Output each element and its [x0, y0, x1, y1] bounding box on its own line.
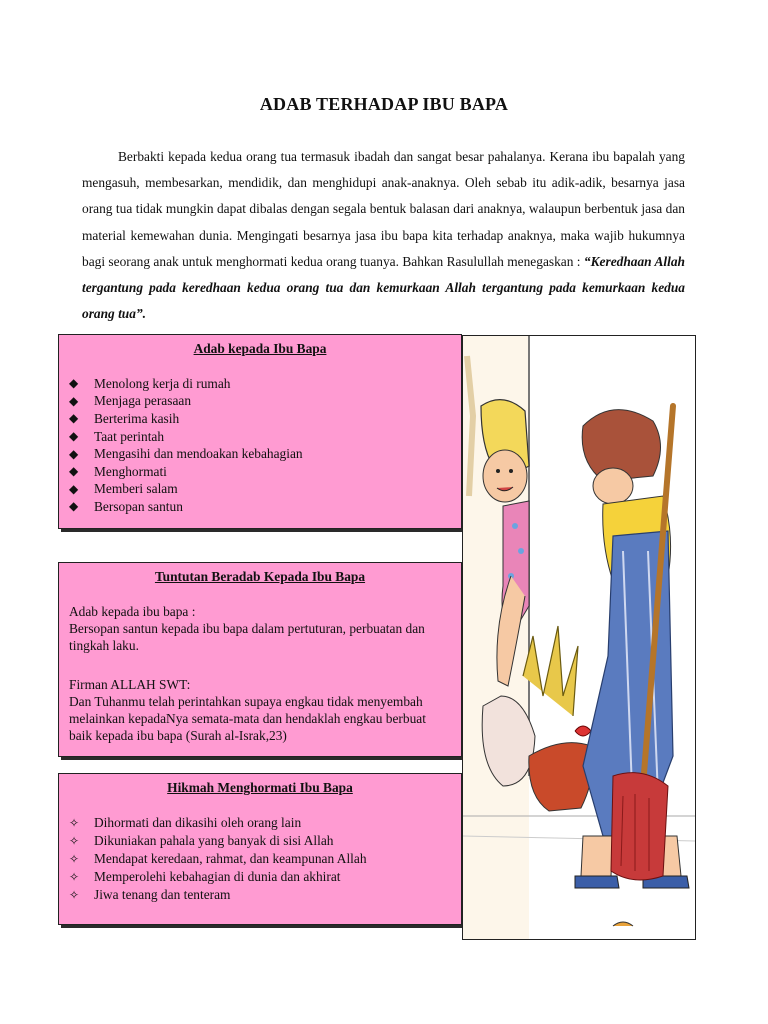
adab-list-item-text: Memberi salam: [94, 481, 178, 497]
intro-paragraph: [82, 144, 685, 327]
hikmah-list-item: [69, 814, 451, 832]
adab-list-item: [69, 463, 451, 481]
adab-list-item: [69, 375, 451, 393]
tuntutan-box: [58, 562, 462, 757]
page-title: ADAB TERHADAP IBU BAPA: [259, 94, 509, 114]
hikmah-box-title: Hikmah Menghormati Ibu Bapa: [167, 780, 353, 795]
tuntutan-line-2: Bersopan santun kepada ibu bapa dalam pertuturan, perbuatan dan tingkah laku.: [69, 621, 425, 653]
boy-foot-left: [581, 836, 613, 880]
bullet-icon: ◆: [69, 464, 79, 479]
adab-list-item: [69, 498, 451, 516]
adab-list-item-text: Menghormati: [94, 463, 167, 479]
hikmah-list-item-text: Mendapat keredaan, rahmat, dan keampunan Allah: [94, 851, 367, 866]
tuntutan-line-1: Adab kepada ibu bapa :: [69, 604, 196, 619]
bullet-icon: ✧: [69, 869, 80, 884]
adab-list-item-text: Menjaga perasaan: [94, 393, 192, 409]
bullet-icon: ✧: [69, 851, 80, 866]
bullet-icon: ✧: [69, 815, 80, 830]
illustration-svg: [463, 336, 696, 940]
girl-eye-left: [496, 469, 500, 473]
children-illustration: [462, 335, 696, 940]
hadith-quote: “Keredhaan Allah tergantung pada keredhaan kedua orang tua dan kemurkaan Allah tergantung pada kemurkaan kedua orang tua”.: [82, 253, 685, 322]
adab-list-item: [69, 428, 451, 446]
bullet-icon: ◆: [69, 481, 79, 496]
hikmah-list-item: [69, 868, 451, 886]
adab-list-item-text: Bersopan santun: [94, 498, 183, 514]
adab-list-item: [69, 481, 451, 499]
boy-face: [593, 468, 633, 504]
plant-pot: [523, 626, 593, 811]
bullet-icon: ◆: [69, 393, 79, 408]
adab-list-item-text: Berterima kasih: [94, 410, 180, 426]
sandal-left: [575, 876, 619, 888]
hikmah-list-item: [69, 886, 451, 904]
adab-box-title: Adab kepada Ibu Bapa: [193, 341, 327, 356]
hikmah-list-item-text: Jiwa tenang dan tenteram: [94, 887, 231, 902]
bullet-icon: ◆: [69, 411, 79, 426]
girl-eye-right: [509, 469, 513, 473]
tuntutan-box-title: Tuntutan Beradab Kepada Ibu Bapa: [154, 569, 366, 584]
intro-body: Berbakti kepada kedua orang tua termasuk ibadah dan sangat besar pahalanya. Kerana ibu bapalah yang mengasuh, membesarkan, mendidik, dan menghidupi anak-anaknya. Oleh sebab itu adik-adik, besarnya jasa orang tua tidak mungkin dapat dibalas dengan segala bentuk balasan dari anaknya, walaupun berbentuk jasa dan material kemewahan dunia. Mengingati besarnya jasa ibu bapa kita terhadap anaknya, maka wajib hukumnya bagi seorang anak untuk menghormati kedua orang tuanya. Bahkan Rasulullah menegaskan :: [82, 149, 685, 269]
adab-list-item: [69, 410, 451, 428]
adab-list-item: [69, 445, 451, 463]
leaf-debris: [613, 922, 633, 926]
adab-list-item-text: Taat perintah: [94, 428, 165, 444]
bullet-icon: ◆: [69, 446, 79, 461]
bullet-icon: ◆: [69, 429, 79, 444]
flower: [575, 726, 591, 736]
hikmah-list-item-text: Dikuniakan pahala yang banyak di sisi Allah: [94, 833, 334, 848]
hikmah-box: [58, 773, 462, 925]
adab-list: [69, 375, 451, 516]
pot: [529, 743, 593, 811]
girl-face: [483, 450, 527, 502]
firman-label: Firman ALLAH SWT:: [69, 677, 191, 692]
firman-text: Dan Tuhanmu telah perintahkan supaya engkau tidak menyembah melainkan kepadaNya semata-mata dan hendaklah engkau berbuat baik kepada ibu bapa (Surah al-Israk,23): [69, 694, 426, 743]
adab-list-item-text: Menolong kerja di rumah: [94, 375, 231, 391]
bullet-icon: ✧: [69, 887, 80, 902]
adab-box: [58, 334, 462, 529]
hikmah-list-item: [69, 850, 451, 868]
hikmah-list-item-text: Dihormati dan dikasihi oleh orang lain: [94, 815, 302, 830]
bullet-icon: ◆: [69, 376, 79, 391]
bullet-icon: ◆: [69, 499, 79, 514]
hikmah-list-item-text: Memperolehi kebahagian di dunia dan akhirat: [94, 869, 341, 884]
bullet-icon: ✧: [69, 833, 80, 848]
adab-list-item: [69, 393, 451, 411]
hikmah-list: [69, 814, 451, 904]
adab-list-item-text: Mengasihi dan mendoakan kebahagian: [94, 446, 303, 462]
hikmah-list-item: [69, 832, 451, 850]
